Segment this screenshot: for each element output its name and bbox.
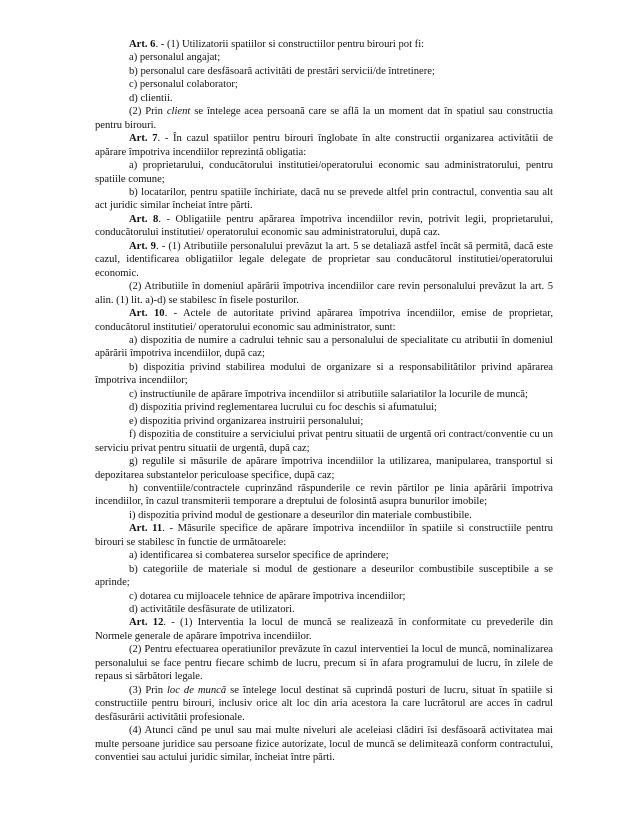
document-paragraph (95, 428, 553, 455)
document-paragraph (95, 78, 553, 91)
document-paragraph (95, 684, 553, 724)
document-paragraph (95, 92, 553, 105)
paragraph-text: (3) Prin (129, 684, 167, 696)
paragraph-text: . - (1) Interventia la locul de muncă se realizează în conformitate cu prevederile din Normele generale de apărare împotriva incendiilor. (95, 617, 553, 642)
paragraph-text: . - Obligatiile pentru apărarea împotriva incendiilor revin, potrivit legii, proprietarului, conducătorului institutiei/ operatorului economic sau administratorului, după caz. (95, 213, 553, 239)
paragraph-text: (2) Prin (129, 106, 167, 118)
paragraph-text: se întelege acea persoană care se află la un moment dat în spatiul sau constructia pentru birouri. (95, 106, 554, 131)
document-paragraph (95, 482, 553, 509)
article-heading: Art. 11 (129, 523, 163, 535)
paragraph-text: . - (1) Utilizatorii spatiilor si constructiilor pentru birouri pot fi: (155, 39, 425, 50)
document-paragraph (95, 643, 553, 683)
paragraph-text: a) dispozitia de numire a cadrului tehnic sau a personalului de specialitate cu atributii în domeniul apărării împotriva incendiilor, după caz; (95, 334, 553, 360)
paragraph-text: a) personalul angajat; (129, 52, 221, 64)
document-paragraph (95, 563, 553, 590)
document-paragraph (95, 132, 553, 159)
paragraph-text: (2) Atributiile în domeniul apărării împotriva incendiilor care revin personalului prevăzut la art. 5 alin. (1) lit. a)-d) se stabilesc în fisele posturilor. (95, 281, 553, 306)
document-paragraph (95, 334, 553, 361)
defined-term: loc de muncă (166, 684, 227, 696)
paragraph-text: d) clientii. (129, 92, 173, 104)
document-paragraph (95, 65, 553, 78)
document-paragraph (95, 388, 553, 401)
paragraph-text: d) activitătile desfăsurate de utilizatori. (129, 604, 295, 616)
paragraph-text: e) dispozitia privind organizarea instruirii personalului; (129, 415, 364, 427)
document-paragraph (95, 240, 553, 280)
document-paragraph (95, 603, 553, 616)
paragraph-text: b) locatarilor, pentru spatiile închiriate, dacă nu se prevede altfel prin contractul, conventia sau alt act juridic similar încheiat între părti. (95, 186, 553, 212)
document-paragraph (95, 213, 553, 240)
document-paragraph (95, 38, 553, 51)
paragraph-text: g) regulile si măsurile de apărare împotriva incendiilor la utilizarea, manipularea, transportul si depozitarea substantelor periculoase specifice, după caz; (95, 456, 553, 481)
paragraph-text: a) proprietarului, conducătorului institutiei/operatorului economic sau administratorului, pentru spatiile comune; (95, 160, 553, 185)
document-paragraph (95, 509, 553, 522)
paragraph-text: c) dotarea cu mijloacele tehnice de apărare împotriva incendiilor; (129, 590, 406, 602)
paragraph-text: . - (1) Atributiile personalului prevăzut la art. 5 se detaliază astfel încât să permită, dacă este cazul, identificarea obligatiilor legale delegate de proprietar sau conducătorul institutiei/operatorului economic. (95, 240, 553, 279)
document-paragraph (95, 455, 553, 482)
paragraph-text: se întelege locul destinat să cuprindă posturi de lucru, situat în spatiile si constructiile pentru birouri, inclusiv orice alt loc din aria acestora la care lucrătorul are acces în cadrul desfăsurării activitătii profesionale. (95, 684, 554, 723)
document-paragraph (95, 105, 553, 132)
paragraph-text: c) personalul colaborator; (129, 79, 238, 91)
paragraph-text: (4) Atunci când pe unul sau mai multe niveluri ale aceleiasi clădiri îsi desfăsoară activitatea mai multe persoane juridice sau persoane fizice autorizate, locul de muncă se delimitează conform contractului, conventiei sau actului juridic similar, încheiat între părti. (95, 725, 553, 764)
paragraph-text: b) categoriile de materiale si modul de gestionare a deseurilor combustibile susceptibile a se aprinde; (95, 563, 553, 589)
document-paragraph (95, 159, 553, 186)
paragraph-text: b) dispozitia privind stabilirea modului de organizare si a responsabilitătilor privind apărarea împotriva incendiilor; (95, 361, 553, 387)
paragraph-text: f) dispozitia de constituire a serviciului privat pentru situatii de urgentă ori contract/conventie cu un serviciu privat pentru situatii de urgentă, după caz; (95, 429, 553, 454)
paragraph-text: (2) Pentru efectuarea operatiunilor prevăzute în cazul interventiei la locul de muncă, nominalizarea personalului se face pentru fiecare schimb de lucru, precum si în afara programului de lucru, în zilele de repaus si sărbători legale. (95, 644, 553, 683)
paragraph-text: i) dispozitia privind modul de gestionare a deseurilor din materiale combustibile. (129, 509, 472, 521)
document-body (95, 38, 553, 764)
document-paragraph (95, 280, 553, 307)
article-heading: Art. 7 (129, 133, 158, 145)
paragraph-text: . - În cazul spatiilor pentru birouri înglobate în alte constructii organizarea activitătii de apărare împotriva incendiilor reprezintă obligatia: (95, 133, 553, 158)
paragraph-text: c) instructiunile de apărare împotriva incendiilor si atributiile salariatilor la locurile de muncă; (129, 388, 528, 400)
defined-term: client (166, 106, 191, 118)
paragraph-text: . - Măsurile specifice de apărare împotriva incendiilor în spatiile si constructiile pentru birouri se stabilesc în functie de următoarele: (95, 523, 553, 548)
document-paragraph (95, 51, 553, 64)
document-paragraph (95, 361, 553, 388)
document-paragraph (95, 415, 553, 428)
paragraph-text: b) personalul care desfăsoară activităti de prestări servicii/de întretinere; (129, 65, 435, 77)
document-paragraph (95, 724, 553, 764)
document-paragraph (95, 549, 553, 562)
article-heading: Art. 8 (129, 213, 159, 225)
paragraph-text: d) dispozitia privind reglementarea lucrului cu foc deschis si afumatului; (129, 402, 438, 414)
article-heading: Art. 12 (129, 617, 164, 629)
paragraph-text: a) identificarea si combaterea surselor specifice de aprindere; (129, 550, 389, 562)
document-paragraph (95, 590, 553, 603)
document-paragraph (95, 186, 553, 213)
article-heading: Art. 6 (129, 39, 156, 50)
document-paragraph (95, 616, 553, 643)
paragraph-text: . - Actele de autoritate privind apărarea împotriva incendiilor, emise de proprietar, conducătorul institutiei/ operatorului economic sau administrator, sunt: (95, 308, 553, 333)
paragraph-text: h) conventiile/contractele cuprinzând răspunderile ce revin părtilor pe linia apărării împotriva incendiilor, în cazul transmiterii temporare a dreptului de folosintă asupra bunurilor imobile; (95, 482, 553, 508)
article-heading: Art. 9 (129, 240, 156, 252)
document-paragraph (95, 522, 553, 549)
document-paragraph (95, 401, 553, 414)
document-paragraph (95, 307, 553, 334)
article-heading: Art. 10 (129, 308, 165, 320)
